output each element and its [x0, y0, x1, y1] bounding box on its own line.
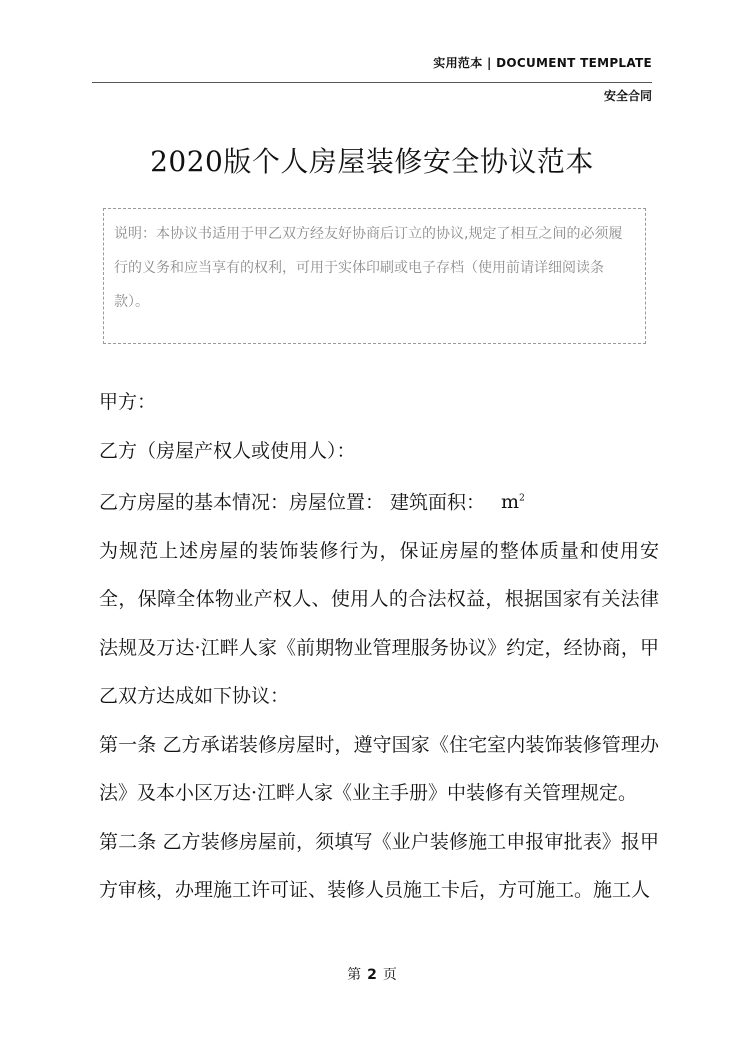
basic-info-line [99, 475, 659, 527]
party-b-line: 乙方（房屋产权人或使用人）： [99, 439, 356, 462]
page-footer [0, 964, 744, 984]
footer-prefix: 第 [347, 967, 362, 983]
footer-suffix: 页 [382, 967, 397, 983]
intro-paragraph: 为规范上述房屋的装饰装修行为，保证房屋的整体质量和使用安全，保障全体物业产权人、使用人的合法权益，根据国家有关法律法规及万达·江畔人家《前期物业管理服务协议》约定，经协商，甲乙双方达成如下协议： [99, 539, 659, 708]
article-1: 第一条 乙方承诺装修房屋时，遵守国家《住宅室内装饰装修管理办法》及本小区万达·江畔人家《业主手册》中装修有关管理规定。 [99, 733, 659, 805]
basic-info-text: 乙方房屋的基本情况：房屋位置： 建筑面积： [99, 491, 486, 514]
article-2: 第二条 乙方装修房屋前，须填写《业户装修施工申报审批表》报甲方审核，办理施工许可证、装修人员施工卡后，方可施工。施工人 [99, 830, 659, 902]
note-box: 说明：本协议书适用于甲乙双方经友好协商后订立的协议,规定了相互之间的必须履行的义务和应当享有的权利，可用于实体印刷或电子存档（使用前请详细阅读条款）。 [103, 208, 646, 344]
area-unit-sup: 2 [519, 494, 525, 504]
party-a-line: 甲方： [99, 391, 157, 413]
area-unit [501, 491, 525, 513]
document-title: 2020版个人房屋装修安全协议范本 [150, 145, 594, 178]
document-body [99, 378, 659, 915]
area-unit-base: m [501, 491, 520, 514]
header-brand: 实用范本 | DOCUMENT TEMPLATE [433, 56, 652, 70]
header-divider [92, 82, 652, 83]
page-number: 2 [367, 967, 377, 983]
header-category: 安全合同 [603, 89, 652, 103]
